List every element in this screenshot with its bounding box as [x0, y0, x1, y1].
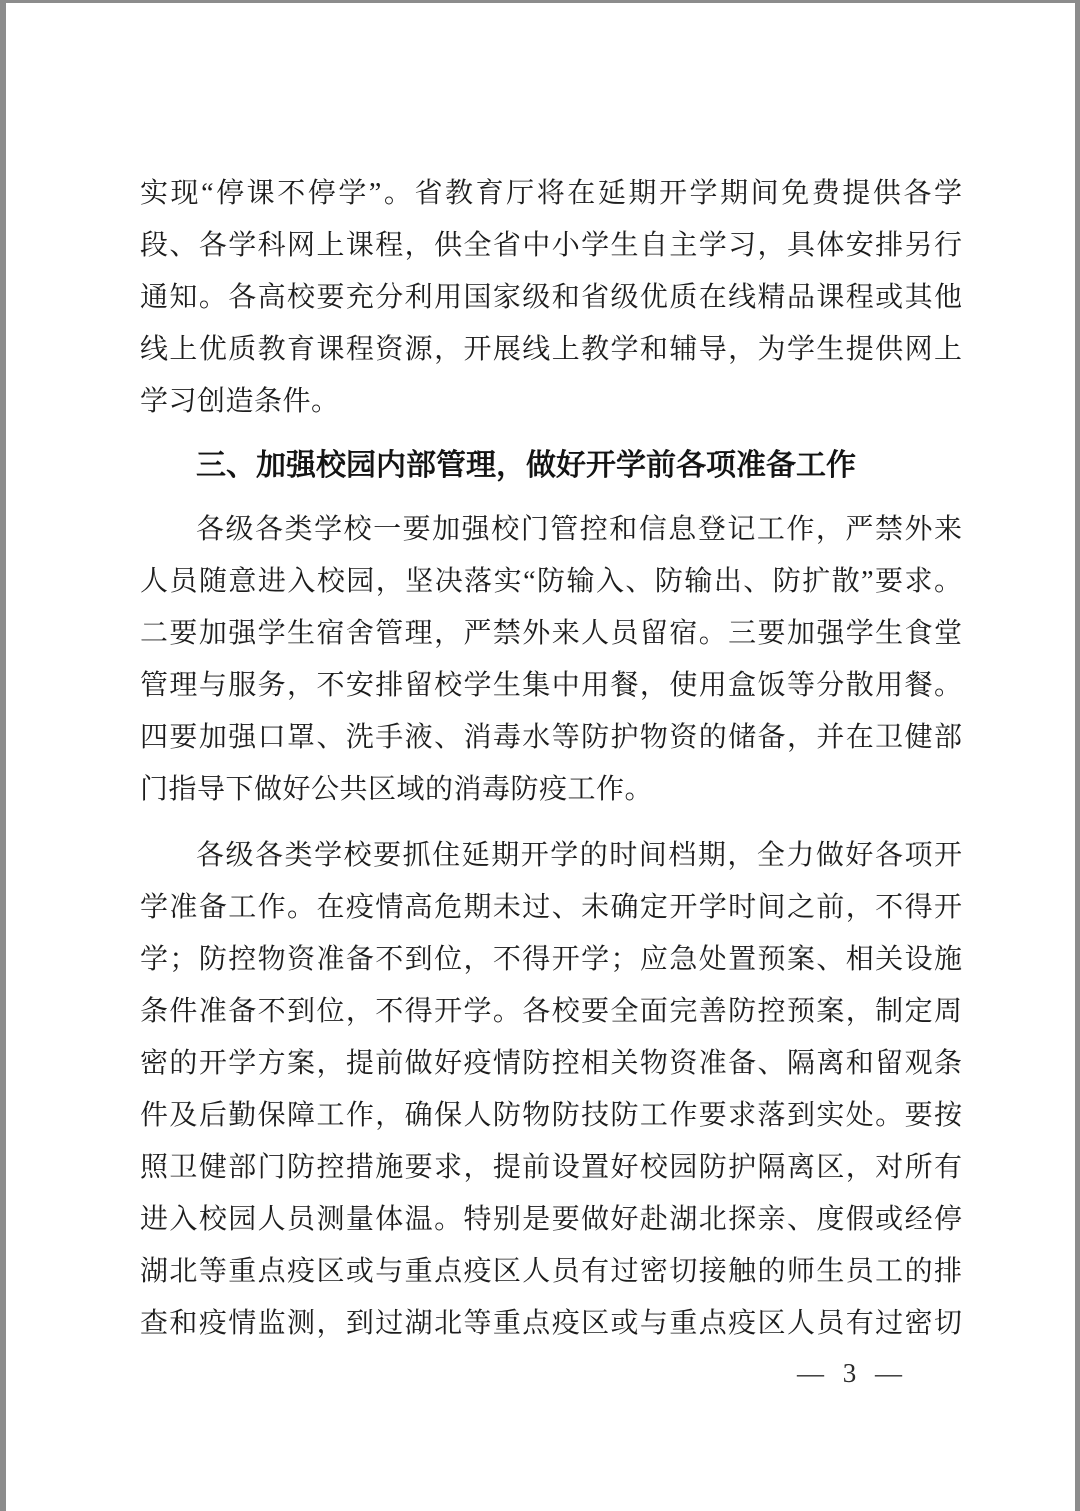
text-line: 学；防控物资准备不到位，不得开学；应急处置预案、相关设施: [140, 944, 962, 975]
page-number: — 3 —: [797, 1358, 908, 1388]
paragraph-opening-preparation: [140, 830, 962, 1350]
text-line: 管理与服务，不安排留校学生集中用餐，使用盒饭等分散用餐。: [140, 670, 962, 701]
paragraph-online-courses: [140, 168, 962, 428]
text-line: 四要加强口罩、洗手液、消毒水等防护物资的储备，并在卫健部: [140, 722, 962, 753]
text-line: 进入校园人员测量体温。特别是要做好赴湖北探亲、度假或经停: [140, 1204, 962, 1235]
text-line: 线上优质教育课程资源，开展线上教学和辅导，为学生提供网上: [140, 334, 962, 365]
text-line: 照卫健部门防控措施要求，提前设置好校园防护隔离区，对所有: [140, 1152, 962, 1183]
text-line: 件及后勤保障工作，确保人防物防技防工作要求落到实处。要按: [140, 1100, 962, 1131]
text-line: 实现“停课不停学”。省教育厅将在延期开学期间免费提供各学: [140, 178, 962, 209]
text-line: 二要加强学生宿舍管理，严禁外来人员留宿。三要加强学生食堂: [140, 618, 962, 649]
text-line: 各级各类学校一要加强校门管控和信息登记工作，严禁外来: [196, 514, 962, 545]
paragraph-campus-management: [140, 504, 962, 816]
section-heading: 三、加强校园内部管理，做好开学前各项准备工作: [196, 449, 856, 482]
text-line: 段、各学科网上课程，供全省中小学生自主学习，具体安排另行: [140, 230, 962, 261]
document-body: [140, 168, 962, 1350]
text-line: 查和疫情监测，到过湖北等重点疫区或与重点疫区人员有过密切: [140, 1308, 962, 1339]
text-line: 门指导下做好公共区域的消毒防疫工作。: [140, 774, 654, 805]
scan-edge-right: [1075, 0, 1080, 1511]
text-line: 湖北等重点疫区或与重点疫区人员有过密切接触的师生员工的排: [140, 1256, 962, 1287]
text-line: 密的开学方案，提前做好疫情防控相关物资准备、隔离和留观条: [140, 1048, 962, 1079]
scan-edge-left: [0, 0, 6, 1511]
scan-edge-top: [0, 0, 1080, 3]
text-line: 人员随意进入校园，坚决落实“防输入、防输出、防扩散”要求。: [140, 566, 962, 597]
text-line: 学准备工作。在疫情高危期未过、未确定开学时间之前，不得开: [140, 892, 962, 923]
text-line: 各级各类学校要抓住延期开学的时间档期，全力做好各项开: [196, 840, 962, 871]
text-line: 通知。各高校要充分利用国家级和省级优质在线精品课程或其他: [140, 282, 962, 313]
text-line: 学习创造条件。: [140, 386, 340, 417]
text-line: 条件准备不到位，不得开学。各校要全面完善防控预案，制定周: [140, 996, 962, 1027]
